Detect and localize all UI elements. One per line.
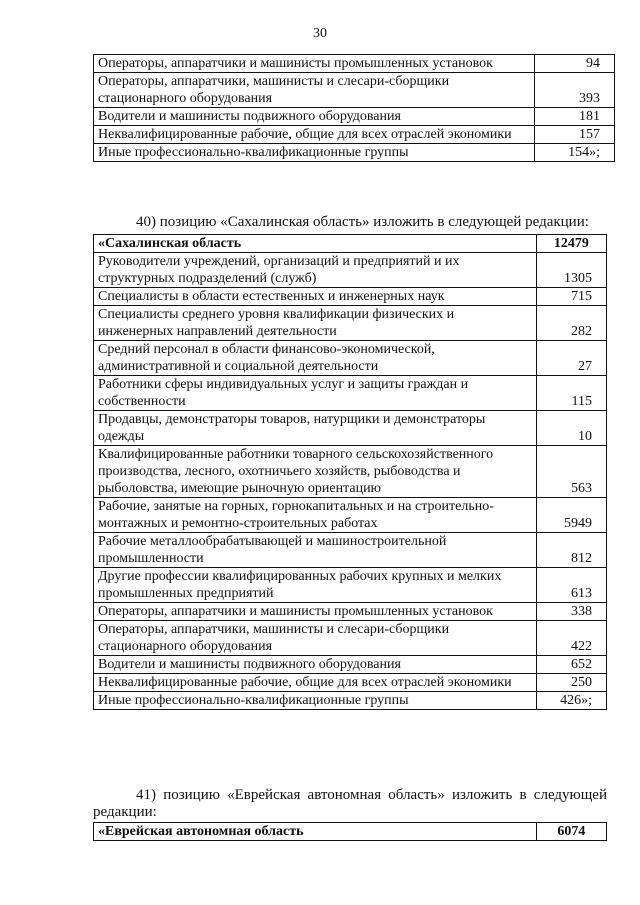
occupation-count: 181 (535, 108, 615, 126)
occupation-table-sakhalin (93, 234, 607, 710)
table-row (94, 533, 607, 568)
table-row (94, 55, 615, 73)
occupation-name: Иные профессионально-квалификационные группы (94, 692, 537, 710)
occupation-name: Операторы, аппаратчики, машинисты и слесари-сборщики стационарного оборудования (94, 73, 535, 108)
table-row (94, 603, 607, 621)
region-total: 6074 (536, 823, 606, 841)
table-row (94, 446, 607, 498)
occupation-name: Операторы, аппаратчики и машинисты промышленных установок (94, 603, 537, 621)
table-row (94, 126, 615, 144)
table-row (94, 656, 607, 674)
amendment-item-41: 41) позицию «Еврейская автономная область» изложить в следующей редакции: (93, 787, 607, 820)
occupation-count: 563 (536, 446, 606, 498)
table-row (94, 108, 615, 126)
occupation-name: Неквалифицированные рабочие, общие для всех отраслей экономики (94, 674, 537, 692)
occupation-count: 154»; (535, 144, 615, 162)
occupation-name: Операторы, аппаратчики, машинисты и слесари-сборщики стационарного оборудования (94, 621, 537, 656)
region-header-row (94, 235, 607, 253)
occupation-name: Работники сферы индивидуальных услуг и защиты граждан и собственности (94, 376, 537, 411)
occupation-count: 613 (536, 568, 606, 603)
occupation-count: 282 (536, 306, 606, 341)
table-row (94, 568, 607, 603)
occupation-count: 338 (536, 603, 606, 621)
occupation-table-previous-region (93, 54, 615, 162)
table-row (94, 73, 615, 108)
region-name: «Сахалинская область (94, 235, 537, 253)
table-row (94, 498, 607, 533)
occupation-name: Специалисты в области естественных и инженерных наук (94, 288, 537, 306)
occupation-name: Руководители учреждений, организаций и предприятий и их структурных подразделений (служб) (94, 253, 537, 288)
occupation-count: 27 (536, 341, 606, 376)
occupation-name: Специалисты среднего уровня квалификации физических и инженерных направлений деятельности (94, 306, 537, 341)
occupation-count: 157 (535, 126, 615, 144)
occupation-name: Рабочие металлообрабатывающей и машиностроительной промышленности (94, 533, 537, 568)
occupation-count: 250 (536, 674, 606, 692)
occupation-name: Водители и машинисты подвижного оборудования (94, 108, 535, 126)
occupation-name: Неквалифицированные рабочие, общие для всех отраслей экономики (94, 126, 535, 144)
occupation-name: Другие профессии квалифицированных рабочих крупных и мелких промышленных предприятий (94, 568, 537, 603)
occupation-count: 812 (536, 533, 606, 568)
occupation-name: Средний персонал в области финансово-экономической, административной и социальной деятельности (94, 341, 537, 376)
table-row (94, 306, 607, 341)
table-row (94, 288, 607, 306)
region-total: 12479 (536, 235, 606, 253)
region-name: «Еврейская автономная область (94, 823, 537, 841)
table-row (94, 253, 607, 288)
occupation-count: 422 (536, 621, 606, 656)
region-header-row (94, 823, 607, 841)
amendment-item-40: 40) позицию «Сахалинская область» изложить в следующей редакции: (136, 214, 589, 230)
table-row (94, 692, 607, 710)
occupation-table-jewish-autonomous (93, 822, 607, 841)
occupation-count: 652 (536, 656, 606, 674)
occupation-name: Водители и машинисты подвижного оборудования (94, 656, 537, 674)
table-row (94, 144, 615, 162)
table-row (94, 411, 607, 446)
occupation-name: Иные профессионально-квалификационные группы (94, 144, 535, 162)
occupation-count: 94 (535, 55, 615, 73)
occupation-name: Продавцы, демонстраторы товаров, натурщики и демонстраторы одежды (94, 411, 537, 446)
occupation-name: Рабочие, занятые на горных, горнокапитальных и на строительно-монтажных и ремонтно-строительных работах (94, 498, 537, 533)
page-number: 30 (313, 26, 327, 41)
occupation-count: 393 (535, 73, 615, 108)
table-row (94, 621, 607, 656)
table-row (94, 376, 607, 411)
occupation-count: 10 (536, 411, 606, 446)
occupation-name: Операторы, аппаратчики и машинисты промышленных установок (94, 55, 535, 73)
occupation-count: 715 (536, 288, 606, 306)
occupation-count: 115 (536, 376, 606, 411)
occupation-count: 5949 (536, 498, 606, 533)
occupation-count: 426»; (536, 692, 606, 710)
table-row (94, 341, 607, 376)
occupation-count: 1305 (536, 253, 606, 288)
occupation-name: Квалифицированные работники товарного сельскохозяйственного производства, лесного, охотничьего хозяйств, рыбоводства и рыболовства, имеющие рыночную ориентацию (94, 446, 537, 498)
table-row (94, 674, 607, 692)
